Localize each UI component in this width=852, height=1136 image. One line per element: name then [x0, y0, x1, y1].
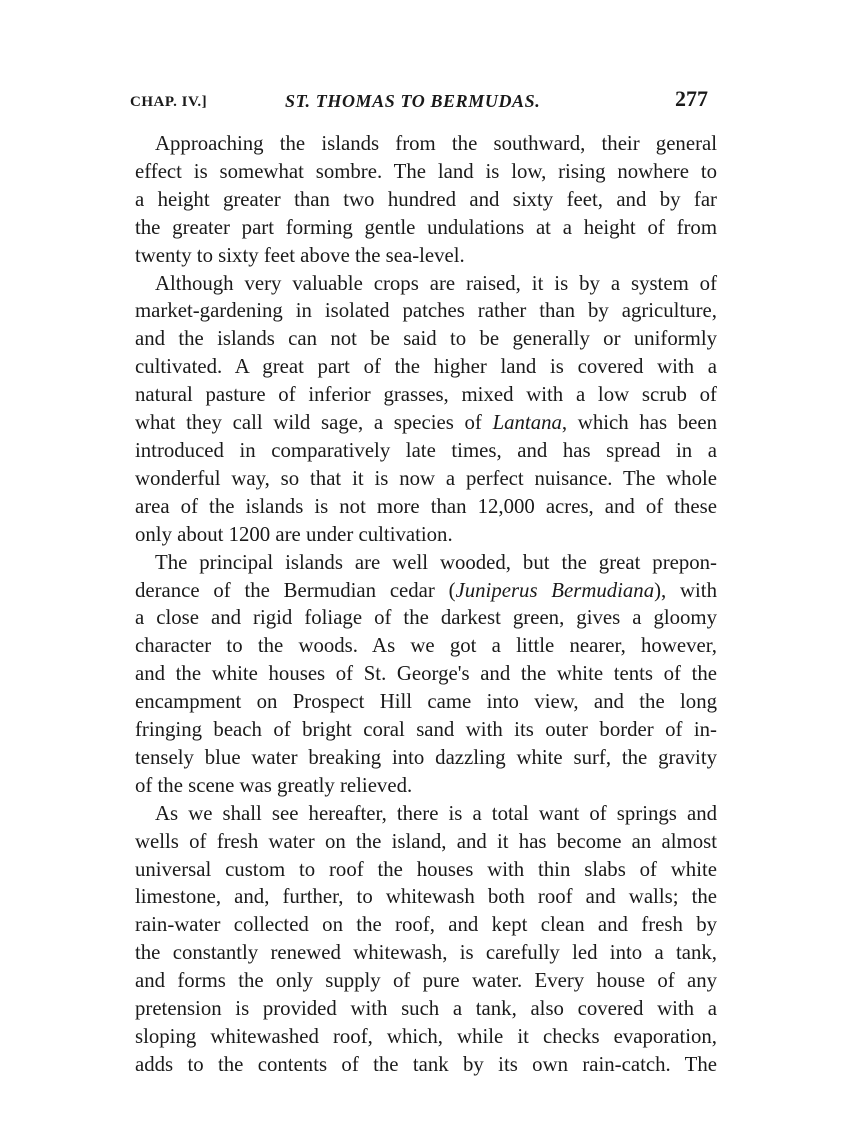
text-line: effect is somewhat sombre. The land is low, rising nowhere to: [135, 159, 717, 183]
running-title: ST. THOMAS TO BERMUDAS.: [285, 91, 541, 111]
text-line: and the white houses of St. George's and the white tents of the: [135, 662, 717, 686]
italic-term-juniperus: Juniperus Bermudiana: [455, 578, 655, 602]
paragraph-2: [135, 270, 717, 549]
text-line: of the scene was greatly relieved.: [135, 773, 413, 797]
text-line: twenty to sixty feet above the sea-level.: [135, 243, 465, 267]
text-line: a close and rigid foliage of the darkest green, gives a gloomy: [135, 606, 717, 630]
text-line: wells of fresh water on the island, and it has become an almost: [135, 829, 717, 853]
text-line: area of the islands is not more than 12,000 acres, and of these: [135, 494, 717, 518]
text-line: the constantly renewed whitewash, is carefully led into a tank,: [135, 941, 717, 965]
text-line: sloping whitewashed roof, which, while it checks evaporation,: [135, 1025, 717, 1048]
text-line-mixed: [135, 409, 717, 437]
text-line: Although very valuable crops are raised, it is by a system of: [155, 271, 717, 295]
text-line: Approaching the islands from the southward, their general: [155, 132, 717, 155]
text-segment: , which has been: [561, 411, 717, 435]
text-line: The principal islands are well wooded, but the great prepon-: [155, 550, 717, 574]
body-text: [135, 130, 717, 1079]
paragraph-3: [135, 549, 717, 800]
text-line: natural pasture of inferior grasses, mixed with a low scrub of: [135, 383, 717, 407]
text-line: and forms the only supply of pure water. Every house of any: [135, 969, 717, 993]
text-line: tensely blue water breaking into dazzling white surf, the gravity: [135, 745, 717, 769]
text-line-mixed: [135, 577, 717, 605]
text-line: only about 1200 are under cultivation.: [135, 522, 453, 546]
text-line: pretension is provided with such a tank, also covered with a: [135, 997, 717, 1021]
paragraph-4: [135, 800, 717, 1079]
text-line: fringing beach of bright coral sand with its outer border of in-: [135, 718, 717, 742]
text-line: wonderful way, so that it is now a perfect nuisance. The whole: [135, 466, 717, 490]
italic-term-lantana: Lantana: [492, 411, 562, 435]
text-line: rain-water collected on the roof, and kept clean and fresh by: [135, 913, 717, 937]
text-segment: ), with: [654, 578, 717, 602]
text-line: universal custom to roof the houses with thin slabs of white: [135, 857, 717, 881]
text-line: adds to the contents of the tank by its own rain-catch. The: [135, 1052, 717, 1076]
text-line: encampment on Prospect Hill came into view, and the long: [135, 690, 717, 714]
text-line: cultivated. A great part of the higher land is covered with a: [135, 355, 717, 379]
text-line: and the islands can not be said to be generally or uniformly: [135, 327, 717, 351]
paragraph-1: [135, 130, 717, 270]
chapter-label: CHAP. IV.]: [130, 94, 208, 110]
page-number: 277: [675, 86, 708, 111]
text-line: the greater part forming gentle undulations at a height of from: [135, 215, 717, 239]
text-line: a height greater than two hundred and sixty feet, and by far: [135, 187, 717, 211]
text-line: limestone, and, further, to whitewash both roof and walls; the: [135, 885, 717, 909]
text-segment: what they call wild sage, a species of: [135, 411, 493, 435]
text-line: introduced in comparatively late times, and has spread in a: [135, 438, 717, 462]
text-line: market-gardening in isolated patches rather than by agriculture,: [135, 299, 717, 323]
text-line: As we shall see hereafter, there is a total want of springs and: [155, 801, 717, 825]
text-segment: derance of the Bermudian cedar (: [135, 578, 456, 602]
text-line: character to the woods. As we got a little nearer, however,: [135, 634, 717, 658]
running-head: [130, 86, 710, 116]
